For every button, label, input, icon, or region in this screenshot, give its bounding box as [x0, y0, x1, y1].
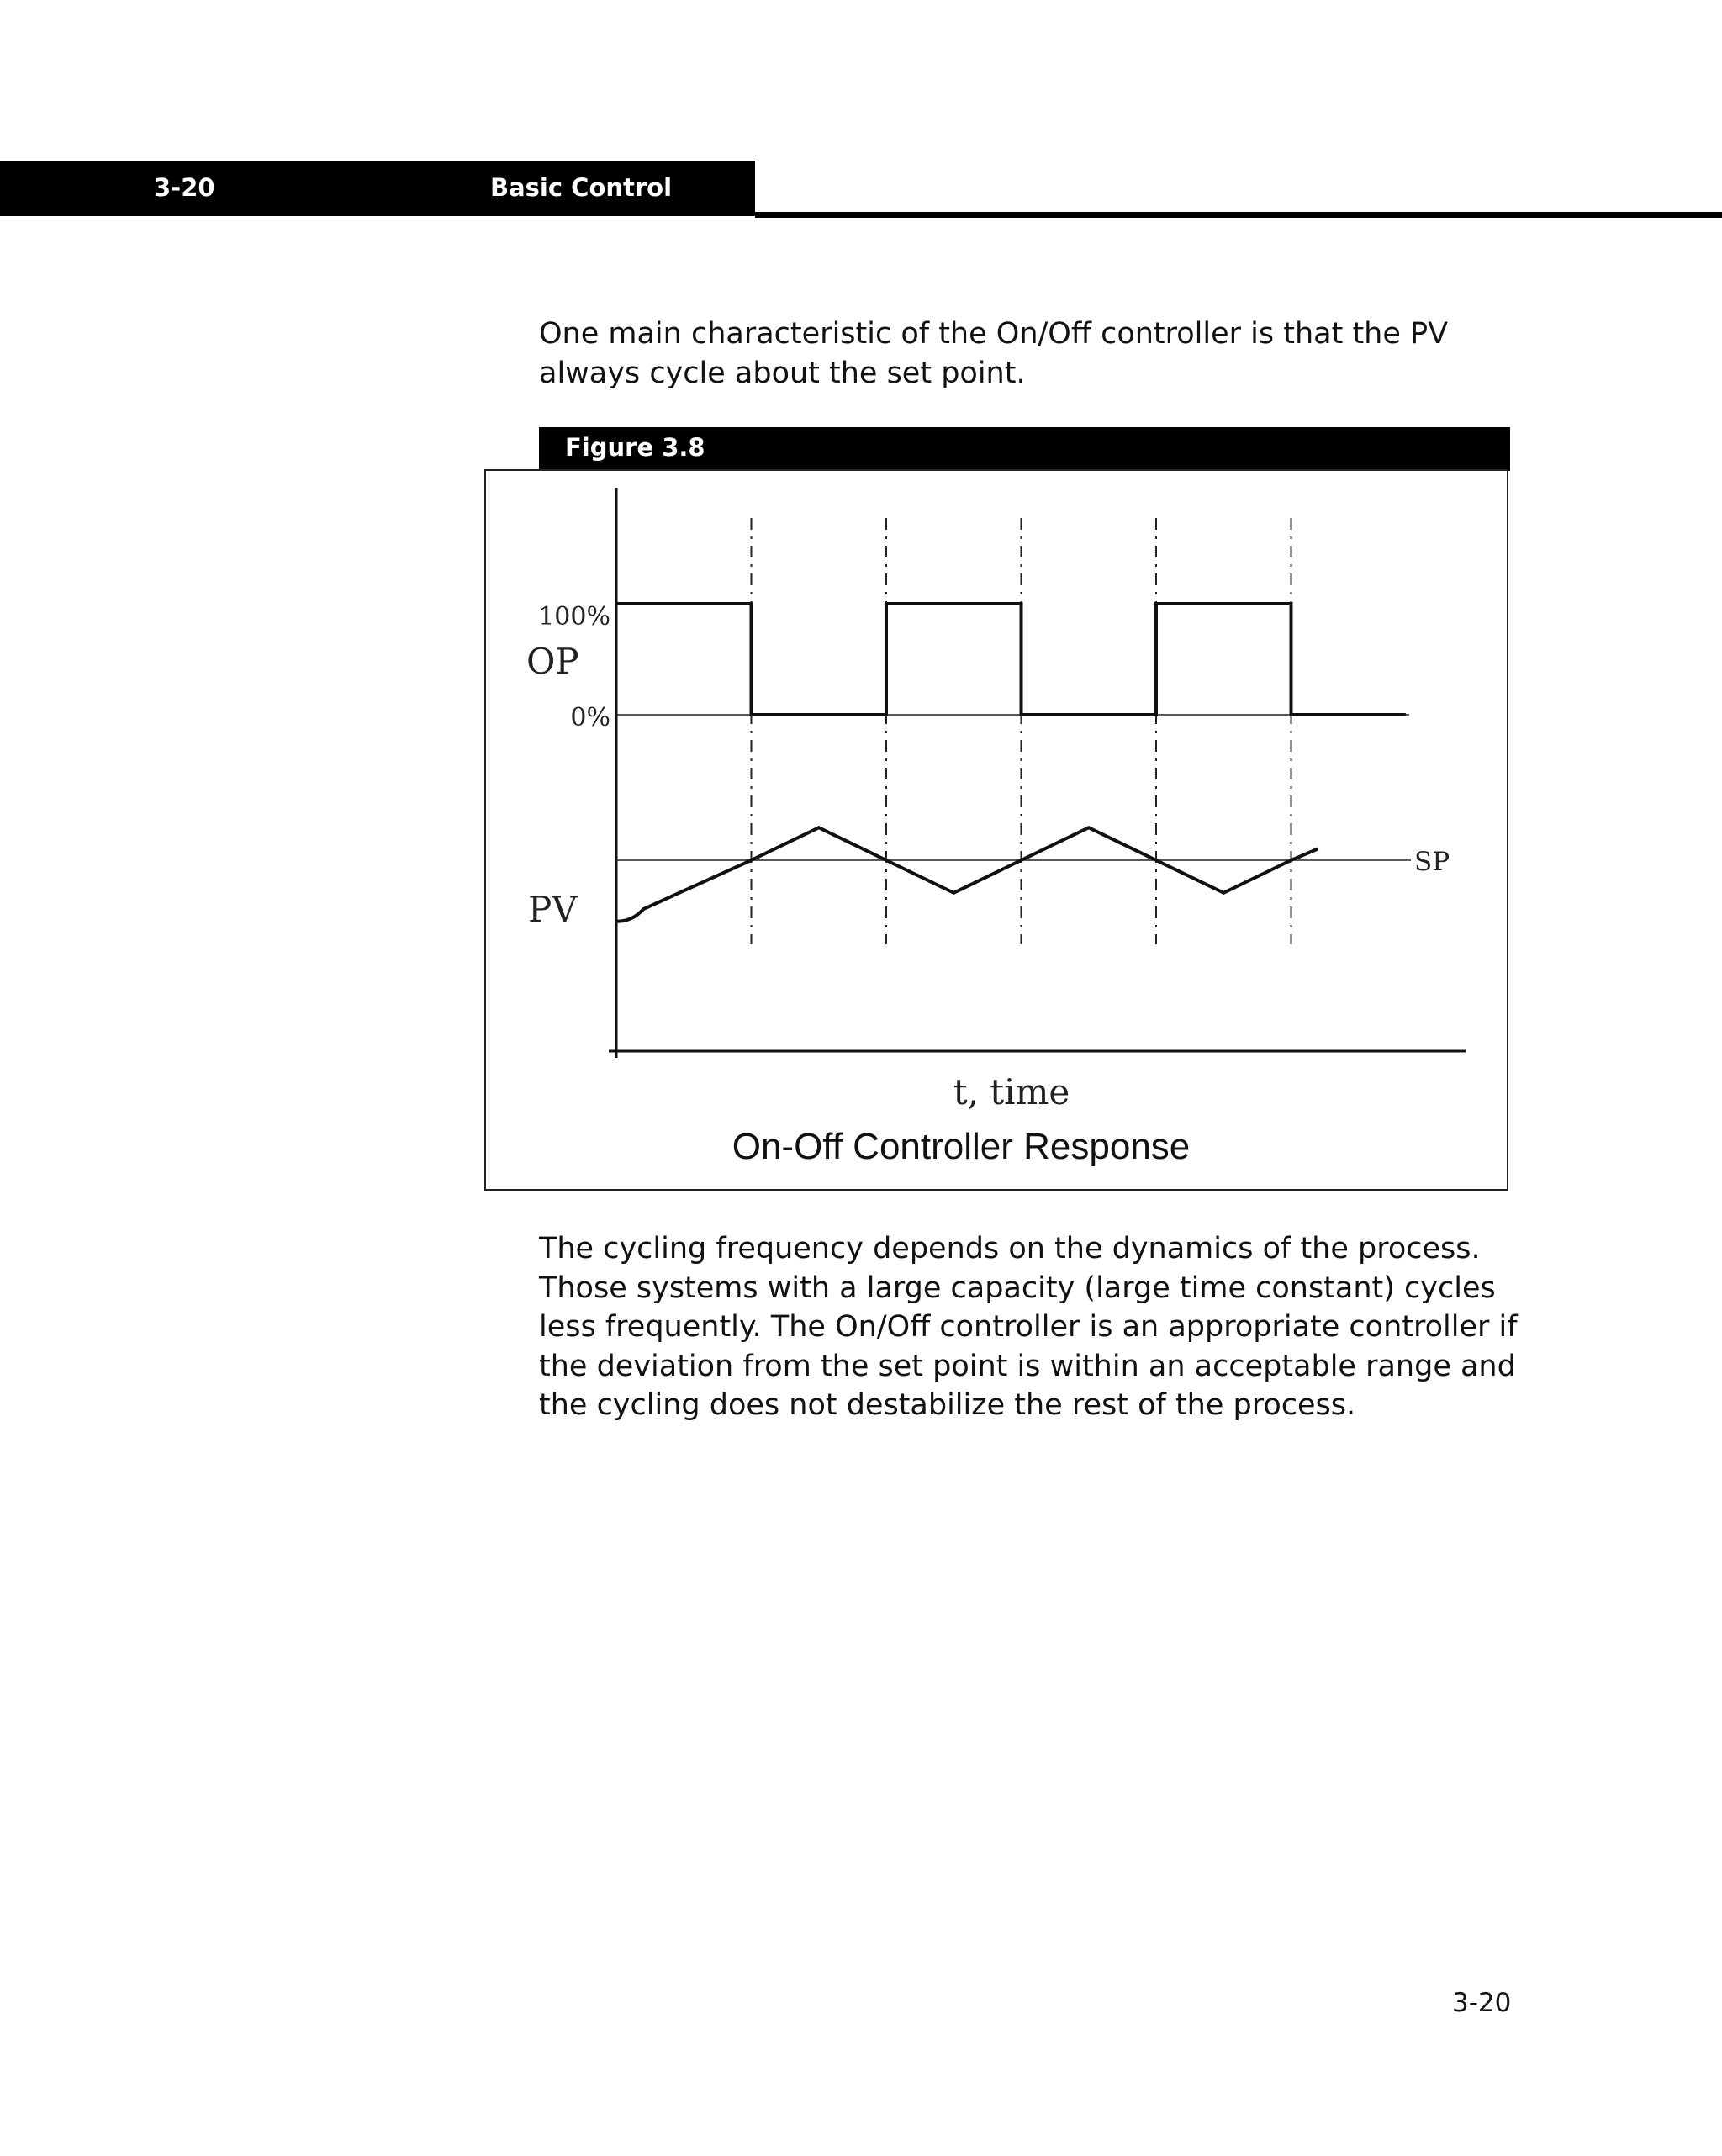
- op-low-label: 0%: [570, 703, 610, 732]
- header-rule: [755, 212, 1722, 218]
- header-page-number: 3-20: [154, 173, 215, 202]
- pv-series-line: [616, 827, 1318, 922]
- op-axis-label: OP: [526, 641, 579, 682]
- pv-axis-label: PV: [528, 889, 578, 930]
- op-high-label: 100%: [538, 602, 610, 631]
- sp-label: SP: [1414, 847, 1450, 877]
- figure-label: Figure 3.8: [565, 433, 705, 462]
- chart-title: On-Off Controller Response: [732, 1126, 1191, 1167]
- footer-page-number: 3-20: [1452, 1988, 1512, 2018]
- op-series-line: [616, 604, 1406, 715]
- x-axis-label: t, time: [953, 1071, 1070, 1112]
- header-section-title: Basic Control: [490, 173, 673, 202]
- switch-lines: [752, 518, 1292, 944]
- body-paragraph: The cycling frequency depends on the dynamics of the process. Those systems with a large capacity (large time constant) cycles less frequently. The On/Off controller is an appropriate controller if the deviation from the set point is within an acceptable range and the cycling does not destabilize the rest of the process.: [539, 1232, 1518, 1422]
- on-off-response-chart: [484, 469, 1508, 1191]
- intro-paragraph: One main characteristic of the On/Off controller is that the PV always cycle about the set point.: [539, 317, 1449, 390]
